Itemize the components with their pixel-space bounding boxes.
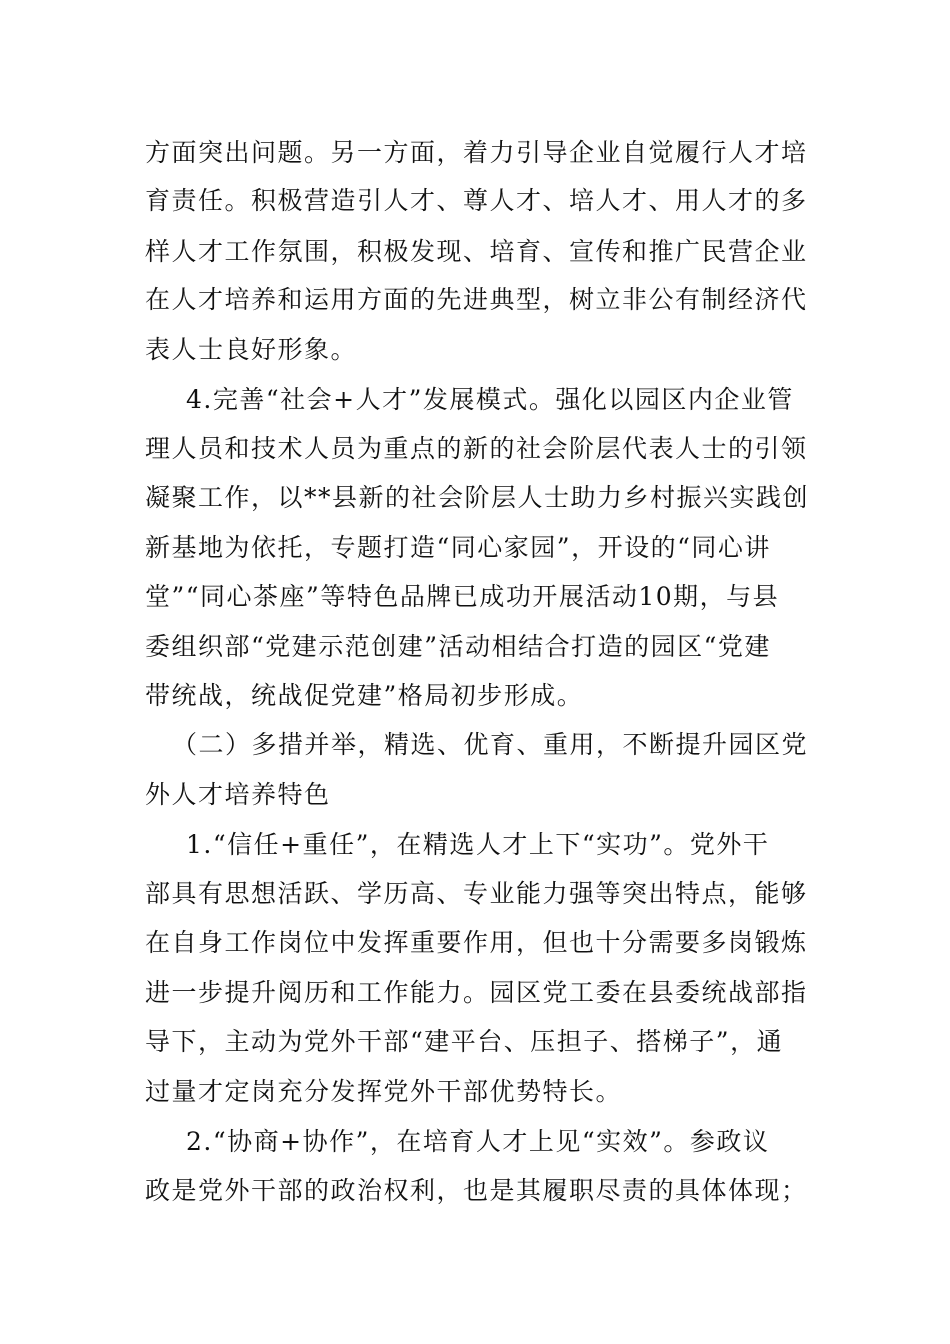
text-line: 新基地为依托，专题打造“同心家园”，开设的“同心讲 xyxy=(145,533,771,562)
text-line: 在人才培养和运用方面的先进典型，树立非公有制经济代 xyxy=(145,285,808,314)
text-line: 部具有思想活跃、学历高、专业能力强等突出特点，能够 xyxy=(145,879,808,908)
paragraph-4-start: 4.完善“社会+人才”发展模式。强化以园区内企业管 xyxy=(186,385,794,414)
text-line: 进一步提升阅历和工作能力。园区党工委在县委统战部指 xyxy=(145,978,808,1007)
text-line: 理人员和技术人员为重点的新的社会阶层代表人士的引领 xyxy=(145,434,808,463)
text-line: 政是党外干部的政治权利，也是其履职尽责的具体体现； xyxy=(145,1176,808,1205)
text-line: 过量才定岗充分发挥党外干部优势特长。 xyxy=(145,1077,623,1106)
section-heading-cont: 外人才培养特色 xyxy=(145,780,331,809)
text-line: 育责任。积极营造引人才、尊人才、培人才、用人才的多 xyxy=(145,186,808,215)
text-line: 表人士良好形象。 xyxy=(145,335,358,364)
text-line: 方面突出问题。另一方面，着力引导企业自觉履行人才培 xyxy=(145,138,808,167)
paragraph-2-start: 2.“协商+协作”，在培育人才上见“实效”。参政议 xyxy=(186,1127,770,1156)
text-line: 凝聚工作，以**县新的社会阶层人士助力乡村振兴实践创 xyxy=(145,483,810,512)
text-line: 样人才工作氛围，积极发现、培育、宣传和推广民营企业 xyxy=(145,237,808,266)
text-line: 堂”“同心茶座”等特色品牌已成功开展活动10期，与县 xyxy=(145,582,780,611)
text-line: 委组织部“党建示范创建”活动相结合打造的园区“党建 xyxy=(145,632,771,661)
text-line: 在自身工作岗位中发挥重要作用，但也十分需要多岗锻炼 xyxy=(145,928,808,957)
text-line: 导下，主动为党外干部“建平台、压担子、搭梯子”，通 xyxy=(145,1027,784,1056)
text-line: 带统战，统战促党建”格局初步形成。 xyxy=(145,681,584,710)
paragraph-1-start: 1.“信任+重任”，在精选人才上下“实功”。党外干 xyxy=(186,830,770,859)
section-heading: （二）多措并举，精选、优育、重用，不断提升园区党 xyxy=(172,730,809,759)
